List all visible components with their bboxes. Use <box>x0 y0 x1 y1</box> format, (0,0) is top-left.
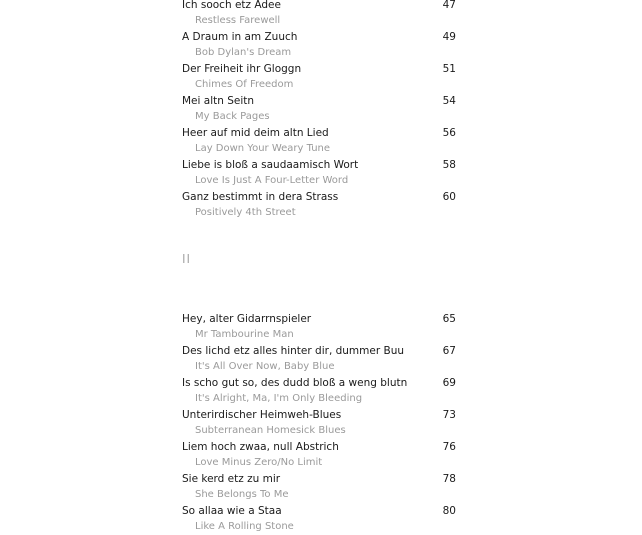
toc-entry-title: Liebe is bloß a saudaamisch Wort <box>182 159 359 171</box>
toc-entry-subtitle: Lay Down Your Weary Tune <box>195 143 331 154</box>
toc-entry-subtitle: Love Minus Zero/No Limit <box>195 457 323 468</box>
toc-entry-subtitle: Chimes Of Freedom <box>195 79 294 90</box>
toc-entry-page: 78 <box>442 473 456 485</box>
toc-entry-page: 76 <box>442 441 456 453</box>
toc-entry[interactable] <box>182 93 458 125</box>
toc-entry-subtitle: Like A Rolling Stone <box>195 521 294 532</box>
toc-entry-title: Mei altn Seitn <box>182 95 255 107</box>
toc-entry[interactable] <box>182 471 458 503</box>
toc-entry[interactable] <box>182 503 458 535</box>
toc-entry-subtitle: Restless Farewell <box>195 15 281 26</box>
toc-entry-page: 67 <box>442 345 456 357</box>
toc-entry[interactable] <box>182 189 458 221</box>
toc-entry-title: Heer auf mid deim altn Lied <box>182 127 329 139</box>
toc-entry[interactable] <box>182 407 458 439</box>
toc-entry-title: Unterirdischer Heimweh-Blues <box>182 409 342 421</box>
toc-entry-subtitle: It's All Over Now, Baby Blue <box>195 361 335 372</box>
toc-entry-title: Hey, alter Gidarrnspieler <box>182 313 312 325</box>
toc-entry-title: Der Freiheit ihr Gloggn <box>182 63 302 75</box>
section-heading-label: II <box>182 252 192 266</box>
section-heading <box>182 221 458 311</box>
toc-entry-subtitle: It's Alright, Ma, I'm Only Bleeding <box>195 393 363 404</box>
toc-entry[interactable] <box>182 0 458 29</box>
toc-entry[interactable] <box>182 157 458 189</box>
toc-entry-subtitle: Bob Dylan's Dream <box>195 47 292 58</box>
toc-entry[interactable] <box>182 375 458 407</box>
table-of-contents <box>182 0 458 535</box>
toc-entry-title: A Draum in am Zuuch <box>182 31 298 43</box>
toc-entry-subtitle: My Back Pages <box>195 111 270 122</box>
toc-entry-page: 58 <box>442 159 456 171</box>
toc-entry-subtitle: Positively 4th Street <box>195 207 296 218</box>
toc-entry-page: 56 <box>442 127 456 139</box>
toc-entry-subtitle: She Belongs To Me <box>195 489 289 500</box>
toc-entry-subtitle: Mr Tambourine Man <box>195 329 294 340</box>
toc-entry-title: Sie kerd etz zu mir <box>182 473 281 485</box>
toc-entry-title: Is scho gut so, des dudd bloß a weng blutn <box>182 377 408 389</box>
toc-entry-page: 65 <box>442 313 456 325</box>
toc-entry-page: 51 <box>442 63 456 75</box>
toc-entry-title: So allaa wie a Staa <box>182 505 282 517</box>
toc-entry-title: Des lichd etz alles hinter dir, dummer Buu <box>182 345 405 357</box>
toc-entry-subtitle: Love Is Just A Four-Letter Word <box>195 175 349 186</box>
toc-entry[interactable] <box>182 343 458 375</box>
toc-entry-page: 54 <box>442 95 456 107</box>
toc-entry[interactable] <box>182 125 458 157</box>
toc-entry-page: 47 <box>442 0 456 11</box>
toc-entry[interactable] <box>182 61 458 93</box>
toc-entry-title: Ganz bestimmt in dera Strass <box>182 191 339 203</box>
toc-entry[interactable] <box>182 29 458 61</box>
toc-entry-page: 49 <box>442 31 456 43</box>
toc-entry-page: 60 <box>442 191 456 203</box>
toc-entry[interactable] <box>182 439 458 471</box>
toc-entry-page: 80 <box>442 505 456 517</box>
toc-entry-page: 69 <box>442 377 456 389</box>
toc-entry-title: Liem hoch zwaa, null Abstrich <box>182 441 339 453</box>
toc-entry-title: Ich sooch etz Adee <box>182 0 281 11</box>
toc-entry[interactable] <box>182 311 458 343</box>
toc-entry-subtitle: Subterranean Homesick Blues <box>195 425 346 436</box>
toc-entry-page: 73 <box>442 409 456 421</box>
